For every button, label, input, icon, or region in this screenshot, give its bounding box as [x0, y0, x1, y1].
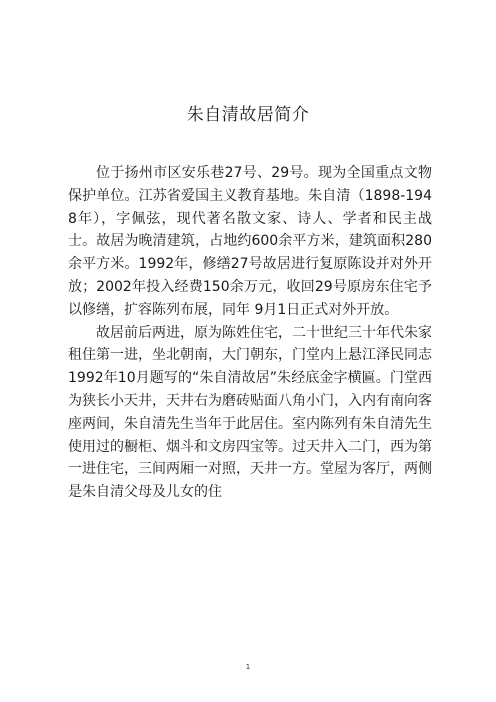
paragraph: 位于扬州市区安乐巷27号、29号。现为全国重点文物保护单位。江苏省爱国主义教育基地。朱自清（1898-1948年），字佩弦，现代著名散文家、诗人、学者和民主战士。故居为晚清建筑，占地约600余平方米，建筑面积280余平方米。1992年，修缮27号故居进行复原陈设并对外开放；2002年投入经费150余万元，收回29号原房东住宅予以修缮，扩容陈列布展，同年 9月1日正式对外开放。 — [68, 165, 432, 318]
document-body — [68, 162, 432, 504]
paragraph: 故居前后两进，原为陈姓住宅，二十世纪三十年代朱家租住第一进，坐北朝南，大门朝东，门堂内上悬江泽民同志1992年10月题写的“朱自清故居”朱经底金字横匾。门堂西为狭长小天井，天井右为磨砖贴面八角小门，入内有南向客座两间，朱自清先生当年于此居住。室内陈列有朱自清先生使用过的橱柜、烟斗和文房四宝等。过天井入二门，西为第一进住宅，三间两厢一对照，天井一方。堂屋为客厅，两侧是朱自清父母及儿女的住 — [68, 324, 432, 501]
document-title: 朱自清故居简介 — [186, 105, 310, 125]
page-number: 1 — [245, 663, 251, 671]
